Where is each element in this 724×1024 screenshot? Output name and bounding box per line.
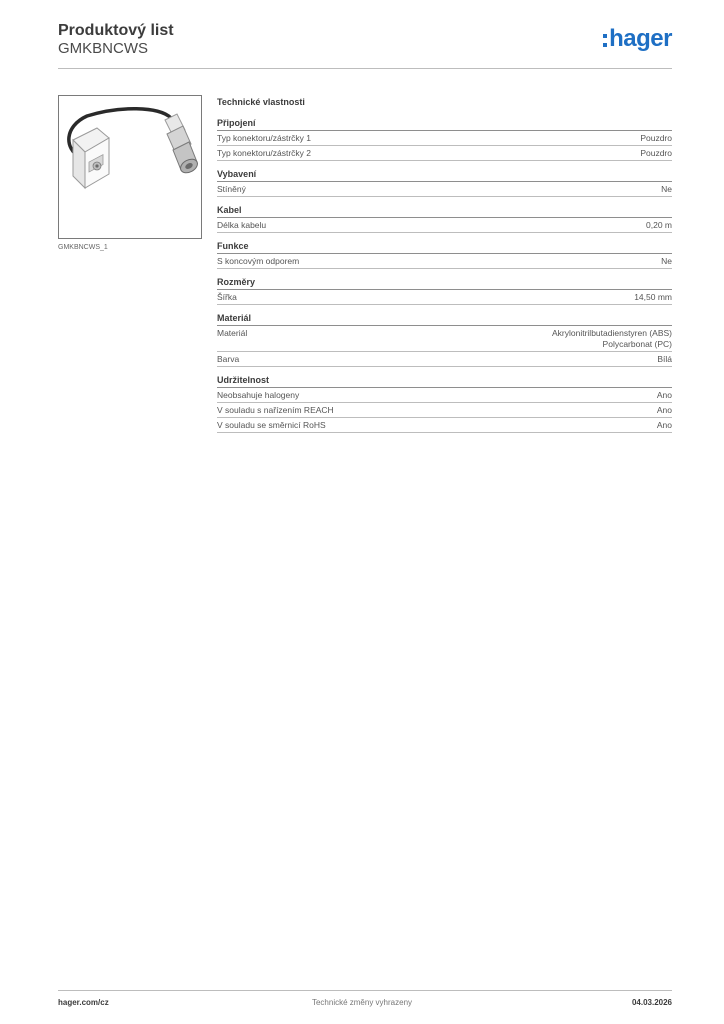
- spec-value-multiline: [552, 328, 672, 350]
- spec-row: [217, 131, 672, 146]
- spec-row: [217, 403, 672, 418]
- spec-row: [217, 388, 672, 403]
- spec-value: 0,20 m: [646, 220, 672, 230]
- spec-row: [217, 218, 672, 233]
- spec-section-material: [217, 313, 672, 367]
- spec-row: [217, 254, 672, 269]
- section-heading: Funkce: [217, 241, 672, 254]
- spec-section-cable: [217, 205, 672, 233]
- spec-value: Pouzdro: [640, 133, 672, 143]
- spec-label: Typ konektoru/zástrčky 2: [217, 148, 312, 158]
- spec-section-equipment: [217, 169, 672, 197]
- spec-label: Stíněný: [217, 184, 246, 194]
- spec-label: S koncovým odporem: [217, 256, 300, 266]
- spec-row: [217, 326, 672, 352]
- page-header: [58, 22, 174, 58]
- bnc-cable-adapter-icon: [59, 96, 201, 238]
- hager-logo: [603, 27, 672, 51]
- spec-label: V souladu se směrnicí RoHS: [217, 420, 326, 430]
- footer-divider: [58, 990, 672, 991]
- product-code: GMKBNCWS: [58, 40, 148, 57]
- spec-value: Bílá: [657, 354, 672, 364]
- spec-section-function: [217, 241, 672, 269]
- spec-label: Barva: [217, 354, 240, 364]
- spec-row: [217, 352, 672, 367]
- spec-section-sustainability: [217, 375, 672, 433]
- spec-value: Ne: [661, 184, 672, 194]
- spec-section-connection: [217, 118, 672, 161]
- spec-row: [217, 418, 672, 433]
- section-heading: Připojení: [217, 118, 672, 131]
- specs-title: Technické vlastnosti: [217, 97, 305, 107]
- spec-value: Akrylonitrilbutadienstyren (ABS): [552, 328, 672, 338]
- image-caption: GMKBNCWS_1: [58, 244, 108, 251]
- section-heading: Rozměry: [217, 277, 672, 290]
- spec-label: Délka kabelu: [217, 220, 267, 230]
- spec-section-dimensions: [217, 277, 672, 305]
- spec-label: Neobsahuje halogeny: [217, 390, 300, 400]
- spec-value: Ano: [656, 390, 672, 400]
- footer-website-link[interactable]: hager.com/cz: [58, 998, 109, 1007]
- spec-value: Ne: [661, 256, 672, 266]
- logo-colon-icon: [603, 34, 607, 47]
- footer-notice: Technické změny vyhrazeny: [311, 998, 413, 1007]
- spec-value: 14,50 mm: [634, 292, 672, 302]
- spec-row: [217, 146, 672, 161]
- spec-label: Šířka: [217, 292, 237, 302]
- spec-label: V souladu s nařízením REACH: [217, 405, 334, 415]
- section-heading: Materiál: [217, 313, 672, 326]
- spec-value: Pouzdro: [640, 148, 672, 158]
- section-heading: Kabel: [217, 205, 672, 218]
- spec-label: Typ konektoru/zástrčky 1: [217, 133, 312, 143]
- spec-row: [217, 290, 672, 305]
- footer-date: 04.03.2026: [631, 998, 672, 1007]
- technical-specs: [217, 96, 672, 441]
- section-heading: Vybavení: [217, 169, 672, 182]
- section-heading: Udržitelnost: [217, 375, 672, 388]
- logo-text: hager: [609, 25, 672, 52]
- spec-value: Ano: [656, 405, 672, 415]
- header-divider: [58, 68, 672, 69]
- product-image: [58, 95, 202, 239]
- page-title: Produktový list: [58, 22, 174, 39]
- spec-row: [217, 182, 672, 197]
- spec-value: Polycarbonat (PC): [602, 339, 672, 349]
- spec-label: Materiál: [217, 328, 248, 338]
- spec-value: Ano: [656, 420, 672, 430]
